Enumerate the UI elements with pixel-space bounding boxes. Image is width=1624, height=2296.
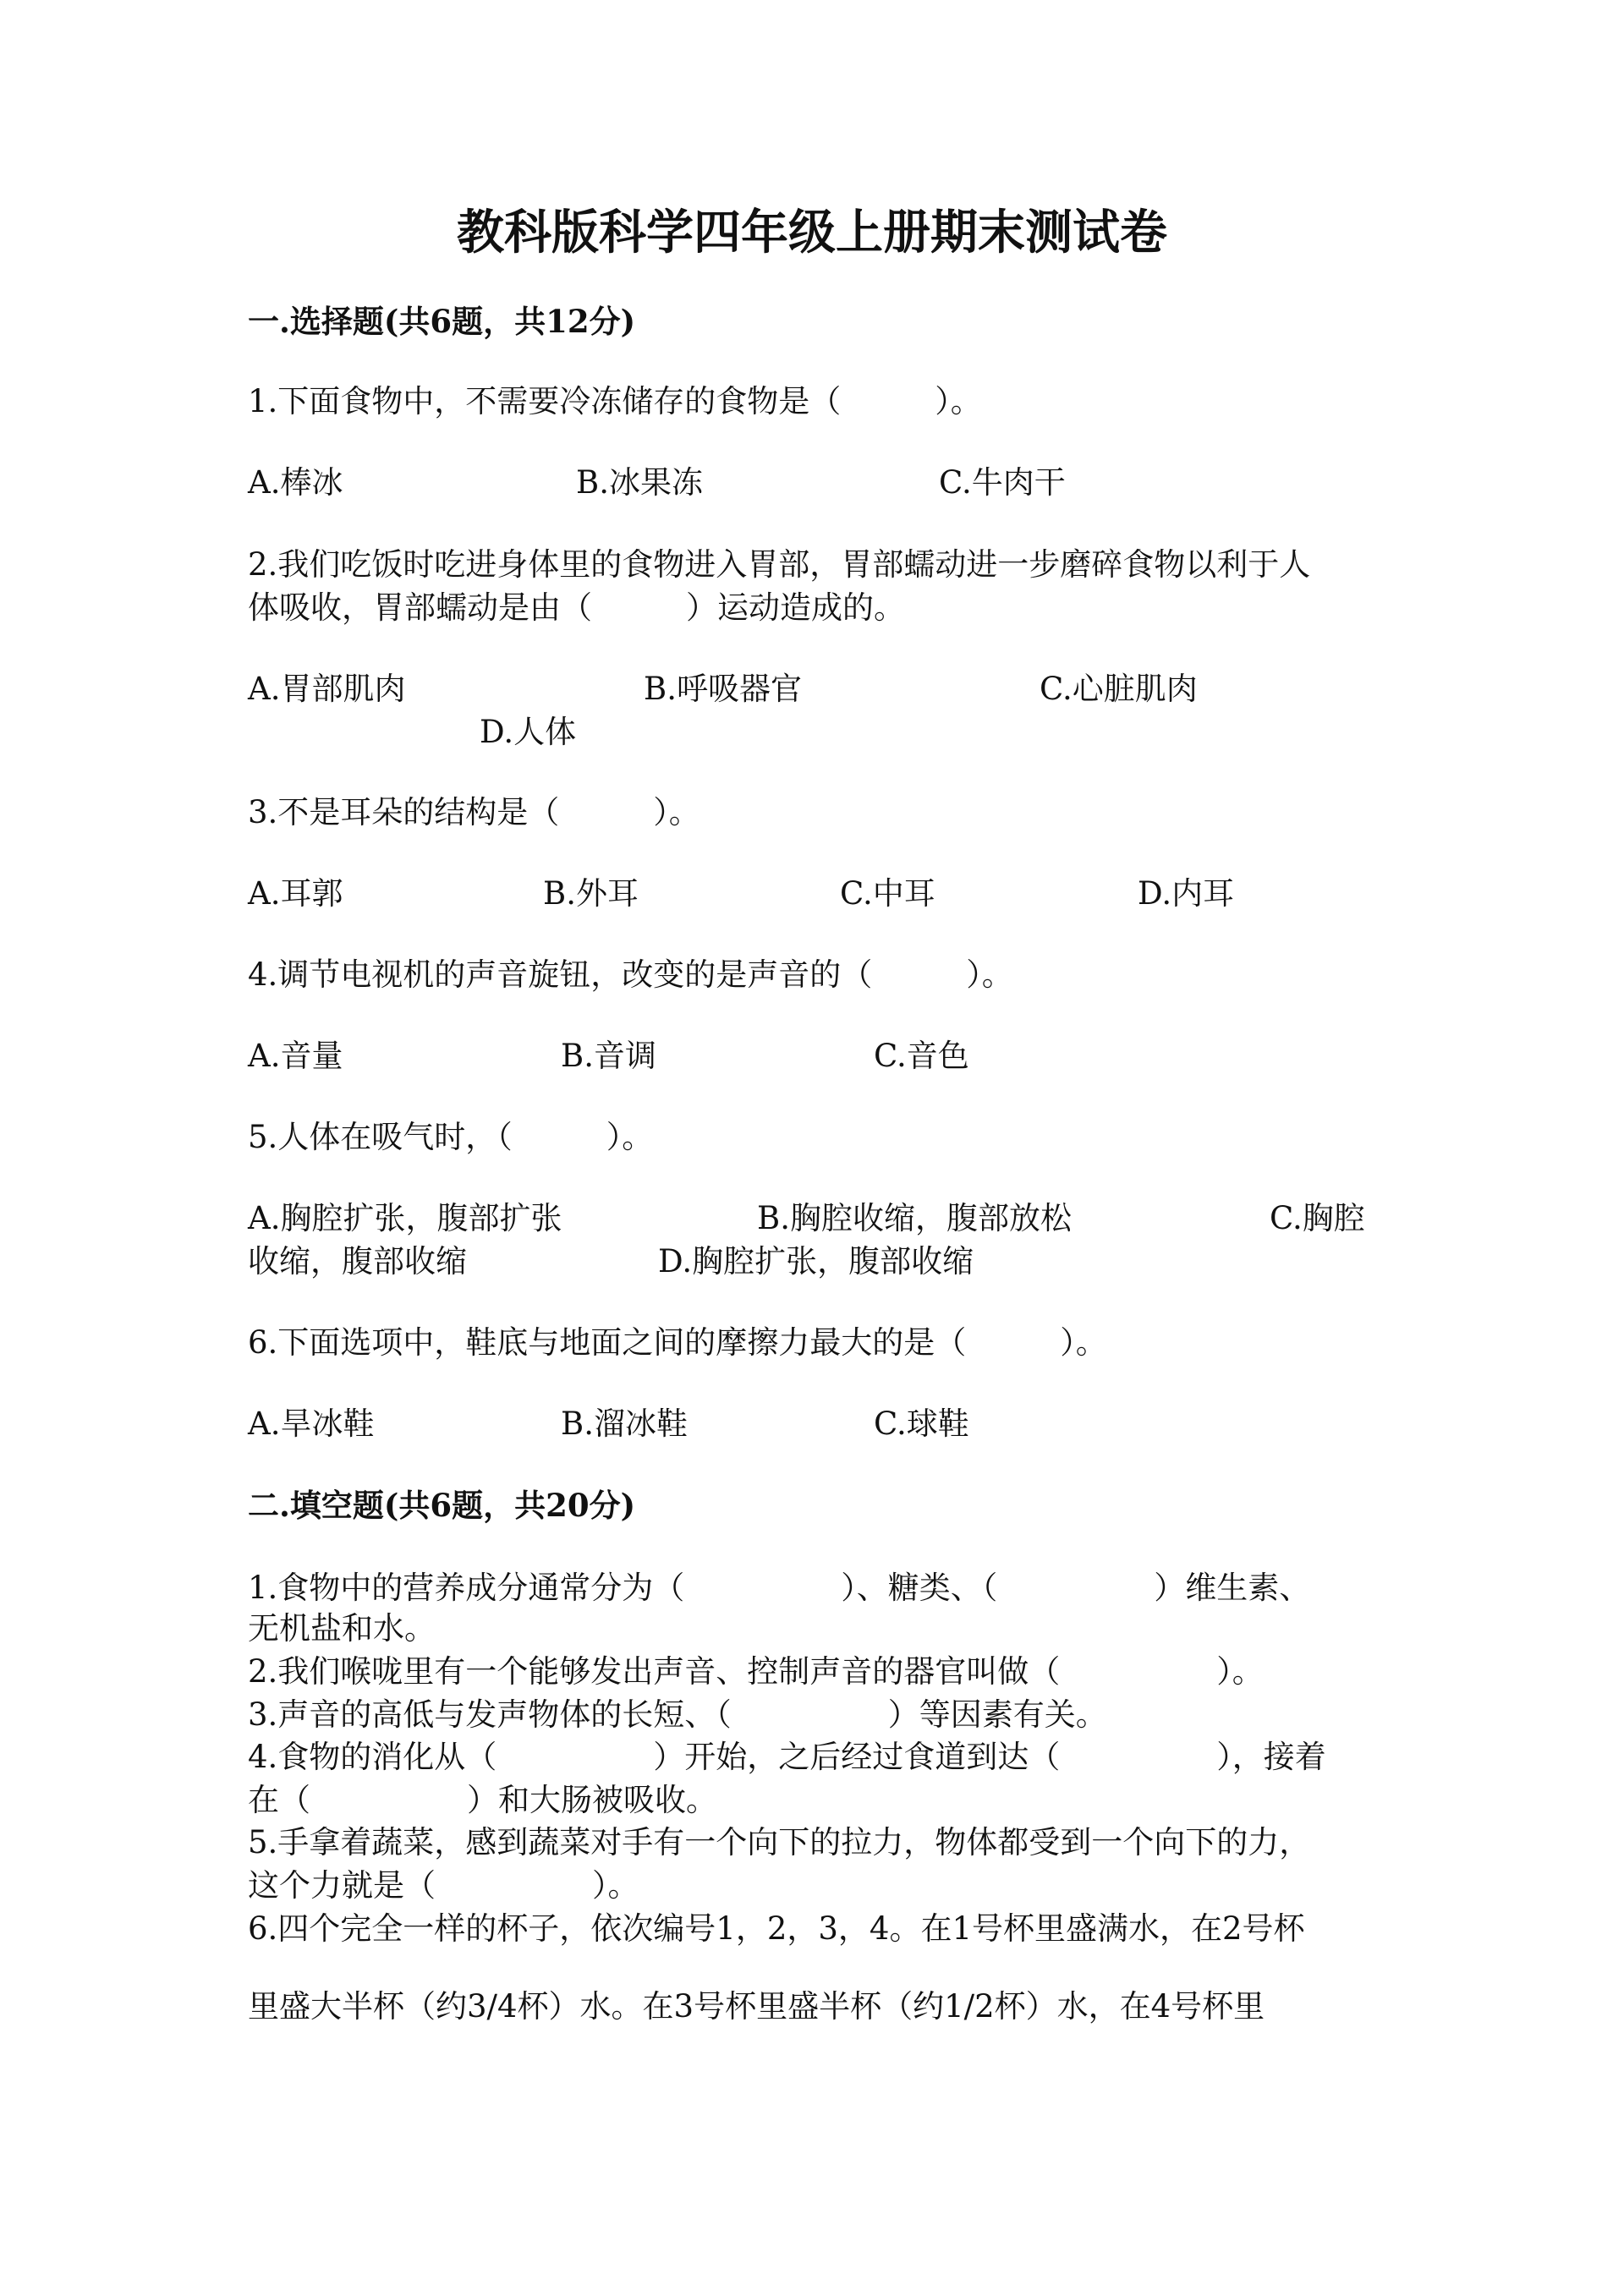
question-3: 3.不是耳朵的结构是（ ）。 xyxy=(248,794,700,830)
option-c-continued: 收缩，腹部收缩 xyxy=(248,1243,467,1280)
option-b: B.外耳 xyxy=(543,875,639,912)
option-a: A.音量 xyxy=(248,1038,343,1074)
question-2-line1: 2.我们吃饭时吃进身体里的食物进入胃部，胃部蠕动进一步磨碎食物以利于人 xyxy=(248,546,1311,583)
fill-line: 在（ ）和大肠被吸收。 xyxy=(248,1782,717,1818)
option-c: C.牛肉干 xyxy=(939,464,1066,501)
option-d: D.内耳 xyxy=(1138,875,1235,912)
question-4: 4.调节电视机的声音旋钮，改变的是声音的（ ）。 xyxy=(248,956,1013,993)
option-d: D.人体 xyxy=(480,714,577,750)
question-5: 5.人体在吸气时，（ ）。 xyxy=(248,1119,654,1155)
section1-heading: 一.选择题(共6题，共12分) xyxy=(248,303,636,340)
fill-line: 1.食物中的营养成分通常分为（ ）、糖类、（ ）维生素、 xyxy=(248,1570,1311,1606)
option-a: A.棒冰 xyxy=(248,464,343,501)
fill-line: 5.手拿着蔬菜，感到蔬菜对手有一个向下的拉力，物体都受到一个向下的力， xyxy=(248,1824,1311,1860)
option-c: C.心脏肌肉 xyxy=(1040,671,1198,707)
question-6: 6.下面选项中，鞋底与地面之间的摩擦力最大的是（ ）。 xyxy=(248,1324,1107,1361)
option-a: A.旱冰鞋 xyxy=(248,1406,375,1442)
option-c: C.中耳 xyxy=(840,875,935,912)
option-a: A.耳郭 xyxy=(248,875,343,912)
option-b: B.呼吸器官 xyxy=(644,671,802,707)
option-d: D.胸腔扩张，腹部收缩 xyxy=(658,1243,974,1280)
fill-line: 6.四个完全一样的杯子，依次编号1，2，3，4。在1号杯里盛满水，在2号杯 xyxy=(248,1910,1305,1947)
page-title: 教科版科学四年级上册期末测试卷 xyxy=(457,205,1167,260)
fill-line: 无机盐和水。 xyxy=(248,1610,436,1647)
fill-line: 2.我们喉咙里有一个能够发出声音、控制声音的器官叫做（ ）。 xyxy=(248,1653,1264,1690)
option-c: C.音色 xyxy=(874,1038,969,1074)
question-2-line2: 体吸收，胃部蠕动是由（ ）运动造成的。 xyxy=(248,589,905,626)
fill-line: 3.声音的高低与发声物体的长短、（ ）等因素有关。 xyxy=(248,1696,1107,1733)
option-a: A.胃部肌肉 xyxy=(248,671,406,707)
section2-heading: 二.填空题(共6题，共20分) xyxy=(248,1487,636,1524)
option-c: C.胸腔 xyxy=(1270,1200,1365,1236)
option-b: B.冰果冻 xyxy=(576,464,703,501)
question-1: 1.下面食物中，不需要冷冻储存的食物是（ ）。 xyxy=(248,383,982,419)
option-b: B.溜冰鞋 xyxy=(561,1406,688,1442)
fill-line: 4.食物的消化从（ ）开始，之后经过食道到达（ ），接着 xyxy=(248,1739,1326,1775)
option-c: C.球鞋 xyxy=(874,1406,969,1442)
option-a: A.胸腔扩张，腹部扩张 xyxy=(248,1200,562,1236)
option-b: B.音调 xyxy=(561,1038,656,1074)
fill-line: 里盛大半杯（约3/4杯）水。在3号杯里盛半杯（约1/2杯）水，在4号杯里 xyxy=(248,1988,1265,2025)
option-b: B.胸腔收缩，腹部放松 xyxy=(757,1200,1072,1236)
fill-line: 这个力就是（ ）。 xyxy=(248,1867,639,1904)
